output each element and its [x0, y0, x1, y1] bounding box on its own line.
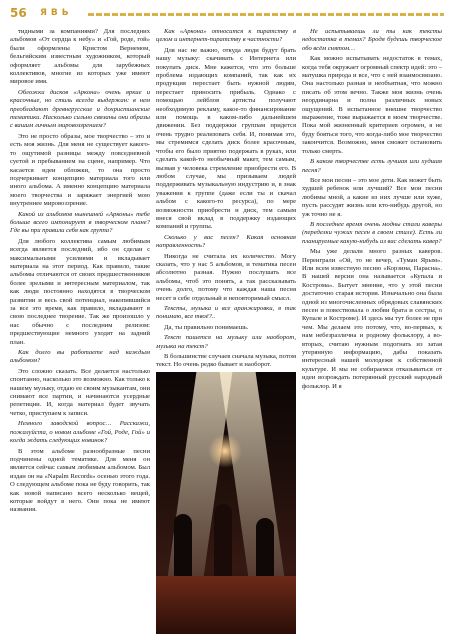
question-paragraph: В последнее время очень модны стали каверы (переделки чужих песен в своем стиле). Есть ли планируемые какую-нибудь из вас сделать кавер?	[302, 220, 442, 245]
text-column-2	[156, 28, 296, 368]
answer-paragraph: тидными за компаниями? Для последних альбомов «От сердца к небу» и «Гой, роде, гой» были оформлены Кристом Вернемом, бельгийским известным художником, который оформляет альбомы для зарубежных коллективов, многие из которых уже имеют мировое имя.	[10, 28, 150, 86]
answer-paragraph: Да, ты правильно понимаешь.	[164, 323, 249, 331]
section-title: ЯВЬ	[40, 8, 73, 18]
answer-paragraph: Мы уже делали много разных каверов. Переиграли «Ой, то не вечер, «Туман Ярым». Или всем известную песню «Корзина, Парасна». В нашей версии она называется «Купала и Кострома». Бытует мнение, что у этой песни достаточно старая история. Изначально она была одной из многочисленных обрядовых славянских песен и повествовала о любви брата и сестры, о Купале и Костроме). И здесь мы тут более не при чем. Мы делаем это потому, что, во-первых, к нам небезразлична и родному фольклору, а во-вторых, считаю нужным подогнать из затая утерянную информацию, дабы показать интересный нашей молодежи к собственной культуре. И мы не собираемся отказываться от идеи возрождать потерянный русский народный фольклор. И я	[302, 248, 442, 390]
question-paragraph: Какой из альбомов нынешней «Арконы» тебе больше всего импонирует в творческом плане? Где вы при правили себя как группа?	[10, 210, 150, 235]
text-column-1	[10, 28, 150, 632]
answer-paragraph: Это сложно сказать. Все делается настолько спонтанно, насколько это возможно. Как только к нашему музыку, отдаю ее своим музыкантам, они снимают все партии, и начинаются усердные репетиции. И, когда материал будет звучать четко, приступаем к записи.	[10, 367, 150, 417]
page-header	[0, 0, 453, 26]
question-paragraph: Немного заводской вопрос… Расскажи, пожалуйста, о новом альбоме «Гой, Роде, Гой» и когда ждать следующих новинок?	[10, 420, 150, 445]
question-paragraph: В каком творчестве есть лучшая или худшая песня?	[302, 158, 442, 174]
question-paragraph: Тексты, музыка и все аранжировки, я так понимаю, все твоё?..	[156, 305, 296, 321]
answer-paragraph: Для нас не важно, откуда люди будут брать нашу музыку: скачивать с Интернета или покупать диск. Мне кажется, что это больше проблема издающих компаний, так как их продукция перестает быть нужной людям, перестает приносить прибыль. Однако с помощью лейблов артисты получают необходимую рекламу, какое-то финансирование или помощь в каком-либо дальнейшем движении. Без поддержки группам придется очень трудно реализовать себя. И, понимая это, мы стремимся сделать диск более красочным, чтобы его было приятно подержать в руках, или сделать какой-то необычный макет, тем самым, вызвав у человека стремление приобрести его. В любом случае, мы призываем людей поддерживать музыкальную индустрию и, в знак уважения к группе (даже если ты и скачал альбом с какого-то ресурса), по мере возможности приобрести и диск, тем самым внеся свой вклад в поддержку издающих компаний и группы.	[156, 46, 296, 231]
question-paragraph: Как «Аркона» относится к пиратству в целом и интернет-пиратству в частности?	[156, 28, 296, 44]
question-paragraph: Текст пишется на музыку или наоборот, музыка на текст?	[156, 334, 296, 350]
text-column-3	[302, 28, 442, 632]
question-paragraph: Сколько у вас песен? Какая основная направленность?	[156, 233, 296, 250]
stage-floor	[156, 576, 296, 634]
concert-photo	[156, 372, 296, 634]
question-paragraph: Как долго вы работаете над каждым альбомом?	[10, 349, 150, 365]
question-paragraph: Обложки дисков «Аркона» очень яркие и красочные, но стиль всегда выдержан: в нем преобладают древнерусские и дохристианские тематики. Насколько сильно связаны они образы с вашим личным мировоззрением?	[10, 88, 150, 130]
page-number: 56	[10, 6, 27, 20]
answer-paragraph: Все мои песни – это мое дети. Как может быть худшей ребенок или лучший? Все мои песни любимы мной, а какие из них лучше или хуже, пусть рассудят жизнь или кто-нибудь другой, но уж точно не я.	[302, 176, 442, 218]
answer-paragraph: Как можно испытывать недостаток в темах, когда тебя окружает огромный спектр идей: это – матушка природа и все, что с ней взаимосвязано. Она настолько разная и необъятная, что можно писать об этом вечно. Также моя жизнь очень неординарна и полна различных новых ощущений. В испытанное внешне творчество выражение, тоже выражается в моем творчестве. Пока мой жизненный критериев огромен, я не буду бояться того, что когда-либо мое творчество закончится. Возможно, меня сможет остановить только смерть.	[302, 55, 442, 155]
answer-paragraph: Для любого коллектива самым любимым всегда является последний, ибо он сделан с максимальными усилиями и вкладывает материала на этот период. Как правило, такие альбомы отличаются от своих предшественников более зрелыми и интересным материалом, так как люди постоянно находятся в творческом развитии и весь свой потенциал, накопившийся за все это время, как правило, вкладывают в свою последнее творение. Так же произошло у нас обычно с последним релизом: предшествующие немного уходят на задний план.	[10, 237, 150, 346]
answer-paragraph: Никогда не считала их количество. Могу сказать, что у нас 5 альбомов, и тематика песен абсолютно разная. Нужно послушать все альбомы, чтоб это понять, а так рассказывать очень долго, потому что каждая наша песня несет в себе отдельный и неповторимый смысл.	[156, 252, 296, 302]
answer-paragraph: Это не просто образы, мое творчество – это и есть моя жизнь. Для меня не существует какого-то ощутимой разницы между повседневной суетой и пребыванием на сцене, например. Что касается идеи обложки, то она просто подчеркивает концепцию материала того или иного альбома. А именно концепцию материала моего творчества и заряжает энергией мою внутреннее мировоззрение.	[10, 132, 150, 208]
answer-paragraph: В большинстве случаев сначала музыка, потом текст. Но очень редко бывает и наоборот.	[156, 353, 296, 369]
answer-paragraph: В этом альбоме разнообразные песни подчинены одной тематике. Для меня он является сейчас самым любимым альбомом. Был издан он на «Napalm Records» осенью этого года. О следующем альбоме пока не буду говорить, так как новой написано всего несколько вещей, которые войдут в него. Они пока не имеют названия.	[10, 447, 150, 514]
stage-light-glow	[208, 434, 242, 468]
header-ornament	[88, 13, 444, 16]
question-paragraph: Не испытываешь ли ты как тексты недостатка в темах? Бродя будешь творческое обо всём снятом…	[302, 28, 442, 52]
